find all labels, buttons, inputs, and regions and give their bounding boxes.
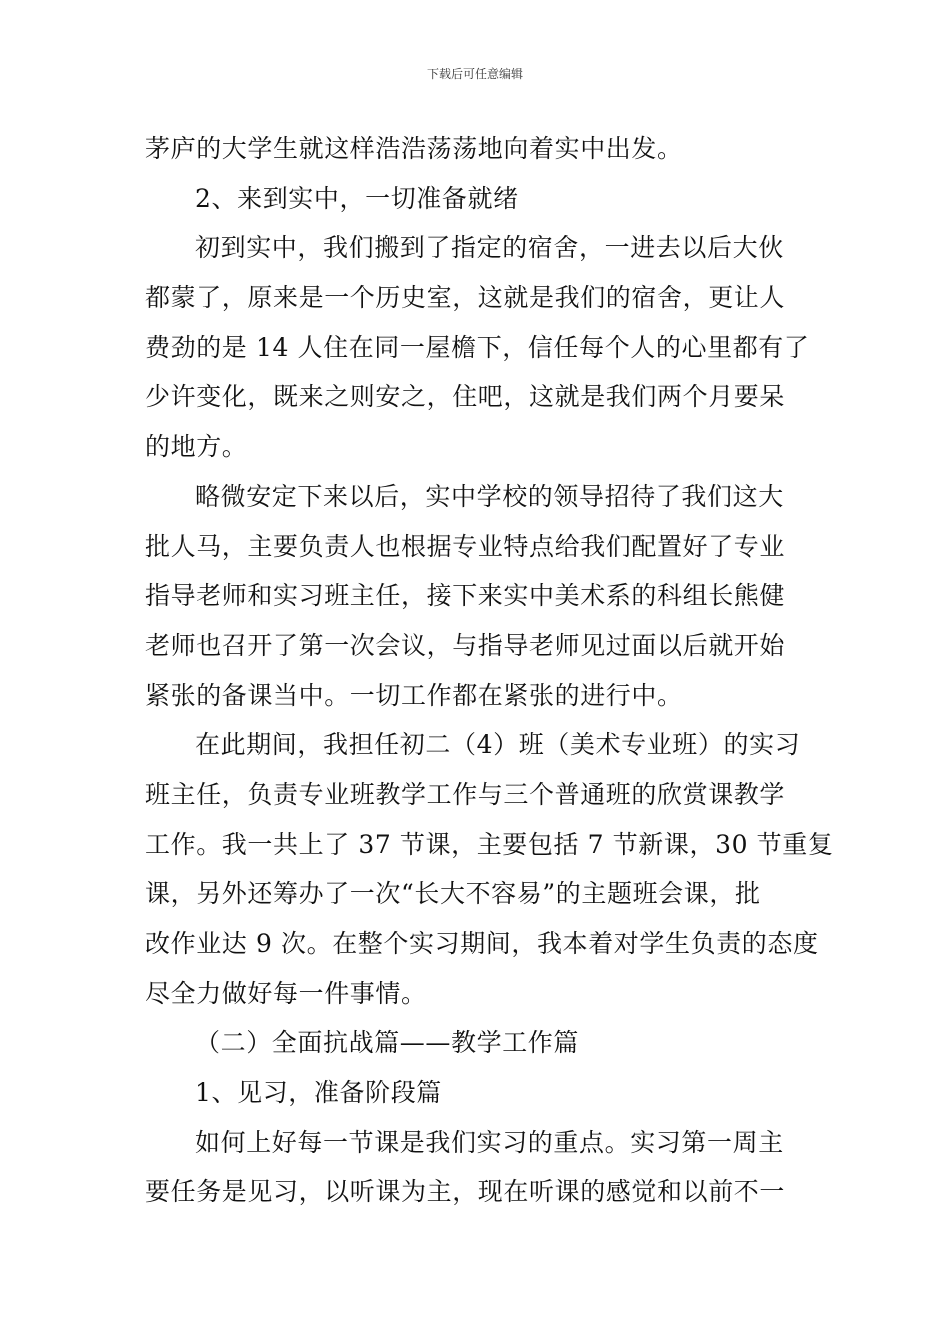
text-line: 尽全力做好每一件事情。 — [145, 978, 427, 1008]
text-line: 初到实中，我们搬到了指定的宿舍，一进去以后大伙 — [195, 233, 784, 263]
text-line: 工作。我一共上了 37 节课，主要包括 7 节新课，30 节重复 — [145, 829, 834, 859]
section-heading: 2、来到实中，一切准备就绪 — [195, 183, 519, 213]
page-header: 下载后可任意编辑 — [426, 67, 523, 81]
text-line: 在此期间，我担任初二（4）班（美术专业班）的实习 — [195, 730, 801, 760]
text-line: 指导老师和实习班主任，接下来实中美术系的科组长熊健 — [145, 581, 786, 611]
text-line: 的地方。 — [145, 432, 248, 462]
section-heading: （二）全面抗战篇——教学工作篇 — [195, 1028, 580, 1058]
text-line: 都蒙了，原来是一个历史室，这就是我们的宿舍，更让人 — [145, 283, 786, 313]
text-line: 要任务是见习，以听课为主，现在听课的感觉和以前不一 — [145, 1177, 786, 1207]
document-body — [145, 124, 834, 1217]
text-line: 费劲的是 14 人住在同一屋檐下，信任每个人的心里都有了 — [145, 332, 810, 362]
text-line: 班主任，负责专业班教学工作与三个普通班的欣赏课教学 — [145, 779, 786, 809]
text-line: 批人马，主要负责人也根据专业特点给我们配置好了专业 — [145, 531, 786, 561]
text-line: 略微安定下来以后，实中学校的领导招待了我们这大 — [195, 481, 784, 511]
text-line: 紧张的备课当中。一切工作都在紧张的进行中。 — [145, 680, 683, 710]
text-line: 课，另外还筹办了一次“长大不容易”的主题班会课，批 — [145, 879, 761, 909]
text-line: 如何上好每一节课是我们实习的重点。实习第一周主 — [195, 1127, 784, 1157]
text-line: 茅庐的大学生就这样浩浩荡荡地向着实中出发。 — [145, 134, 683, 163]
text-line: 改作业达 9 次。在整个实习期间，我本着对学生负责的态度 — [145, 929, 819, 958]
section-heading: 1、见习，准备阶段篇 — [195, 1078, 442, 1108]
text-line: 老师也召开了第一次会议，与指导老师见过面以后就开始 — [145, 630, 786, 660]
text-line: 少许变化，既来之则安之，住吧，这就是我们两个月要呆 — [145, 382, 786, 412]
